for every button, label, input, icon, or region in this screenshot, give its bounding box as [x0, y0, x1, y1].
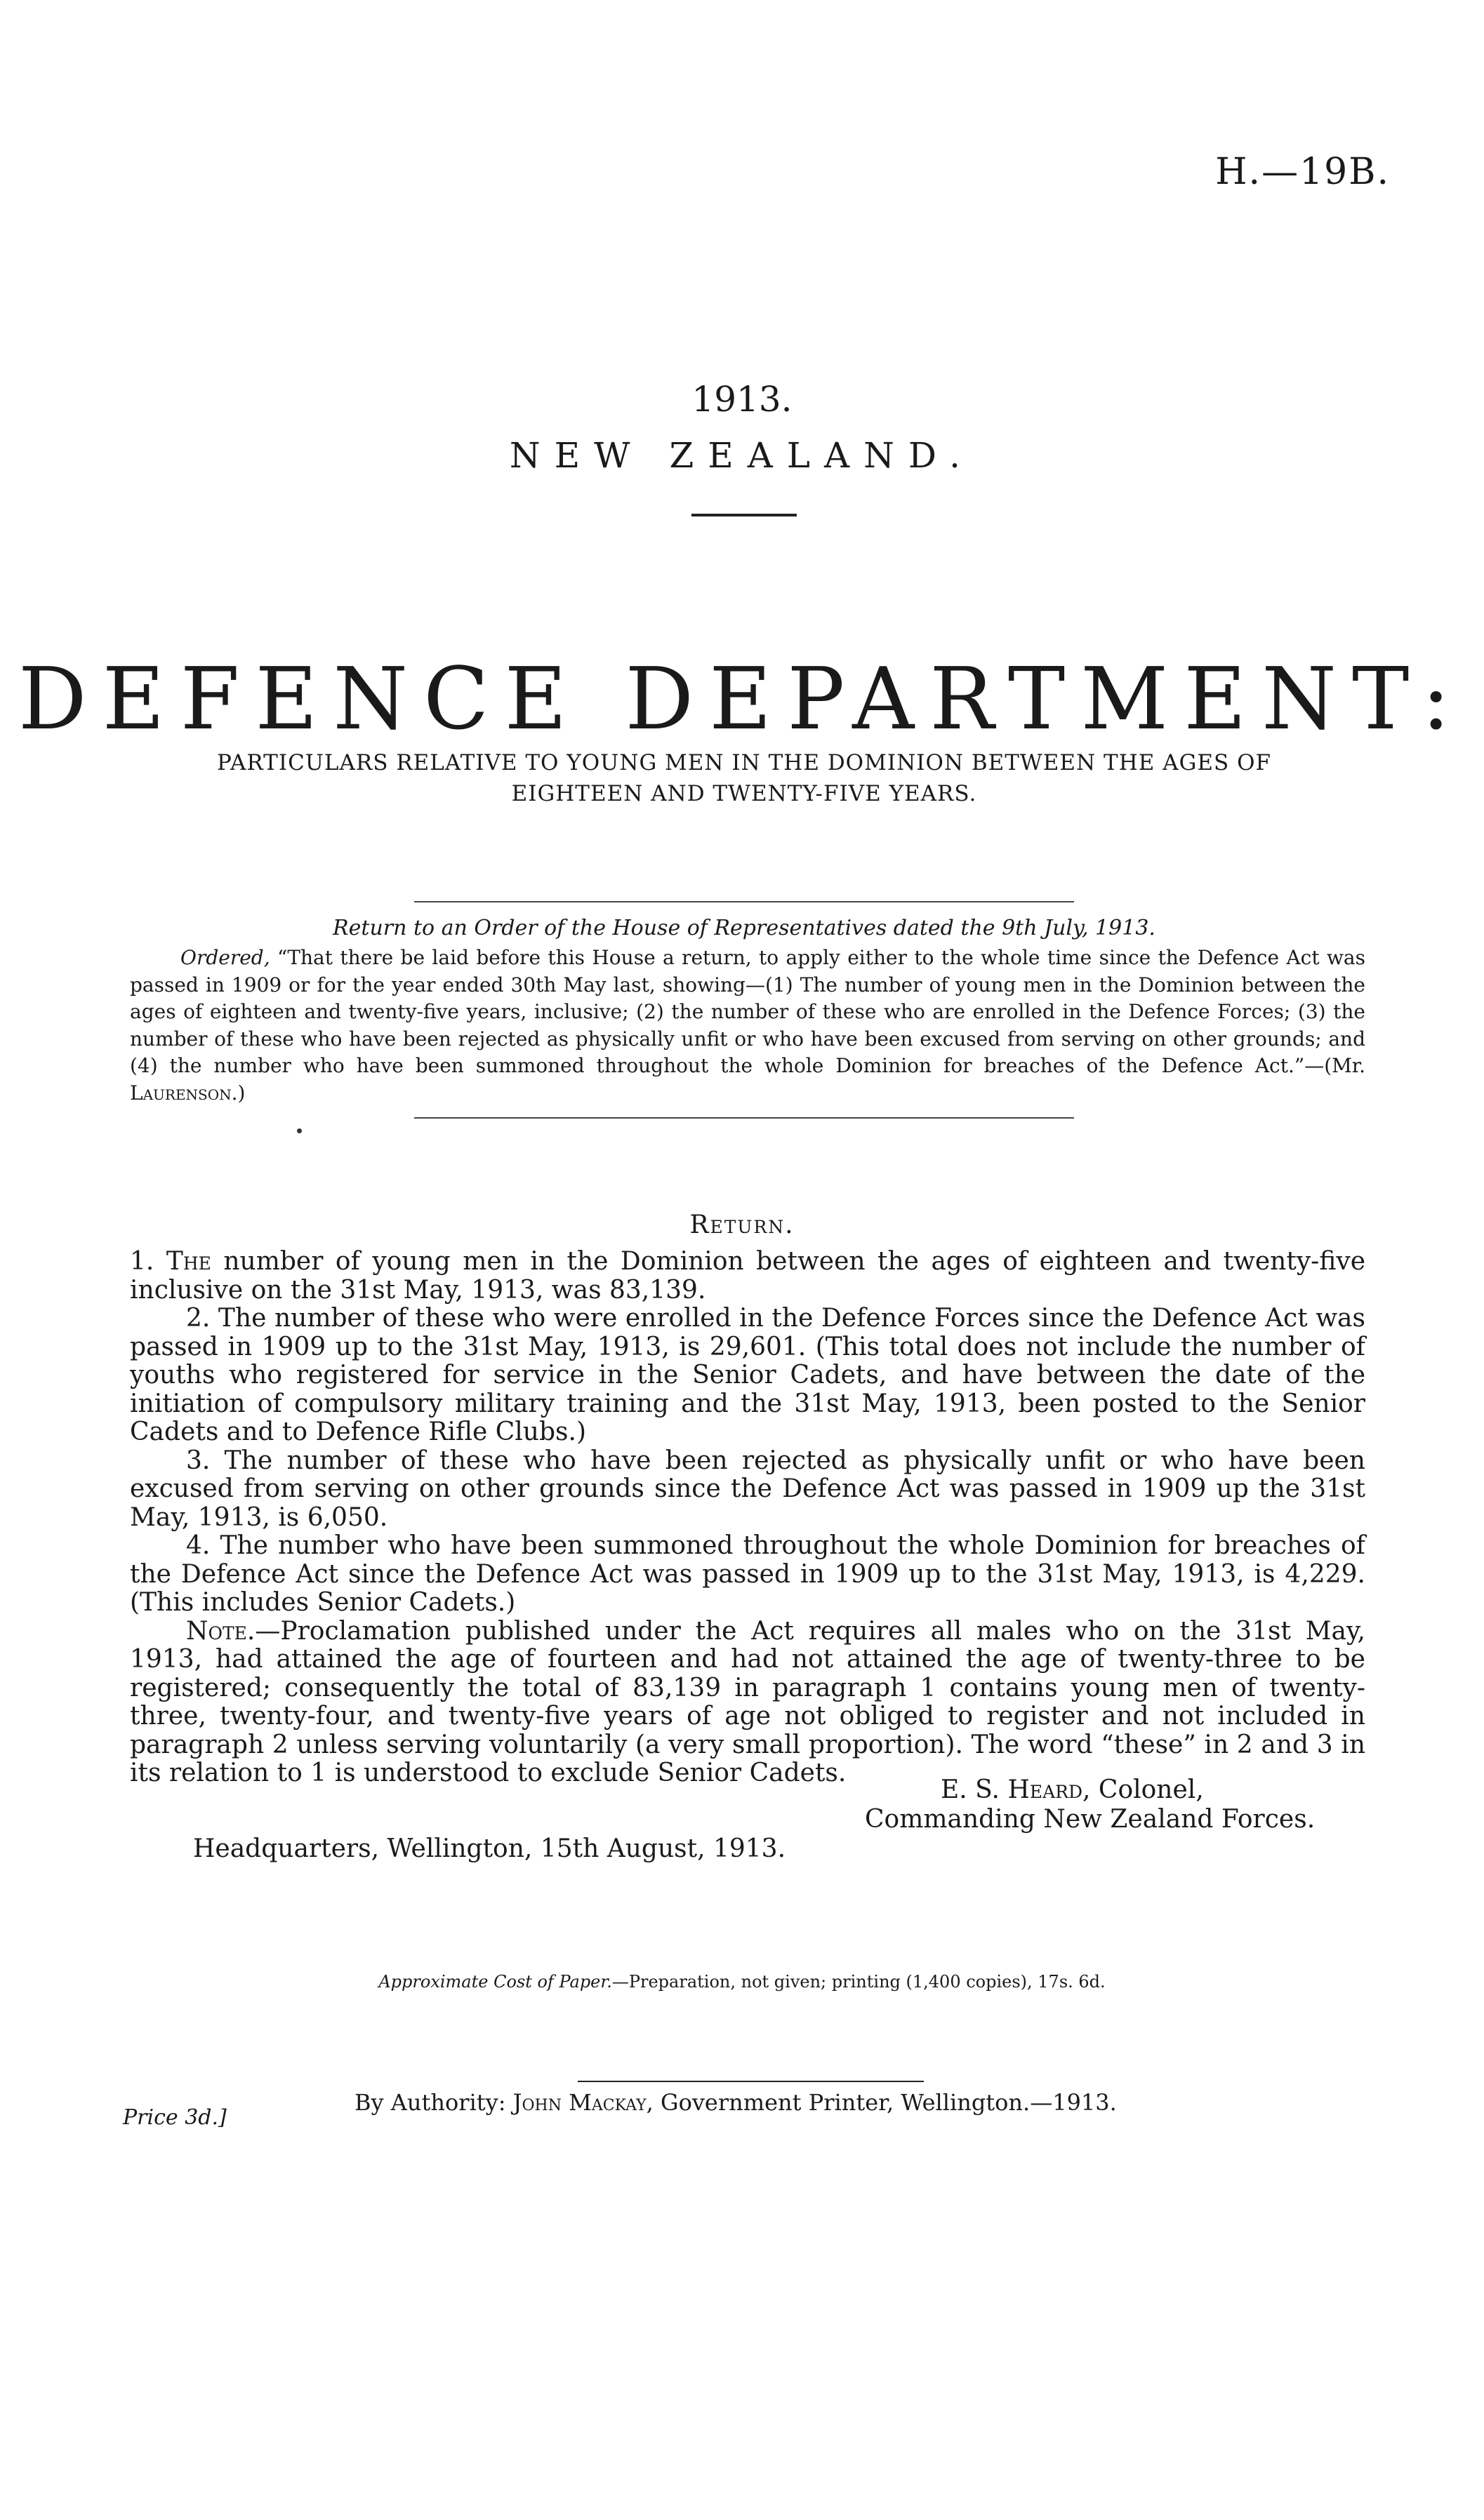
paper-code: H.—19B.: [1215, 151, 1390, 193]
country-heading: NEW ZEALAND.: [509, 435, 975, 476]
order-member: Laurenson: [130, 1081, 232, 1105]
return-paragraph-4: 4. The number who have been summoned throughout the whole Dominion for breaches of the Defence Act since the Defence Act was passed in 1909 up to the 31st May, 1913, is 4,229. (This includes Senior Cadets.): [130, 1531, 1365, 1617]
order-body: “That there be laid before this House a return, to apply either to the whole time since the Defence Act was passed in 1909 or for the year ended 30th May last, showing—(1) The number of young men in the Dominion between the ages of eighteen and twenty-five years, inclusive; (2) the number of these who are enrolled in the Defence Forces; (3) the number of these who have been rejected as physically unfit or who have been excused from serving on other grounds; and (4) the number who have been summoned throughout the whole Dominion for breaches of the Defence Act.”—(Mr.: [130, 946, 1365, 1077]
return-heading: Return.: [689, 1211, 795, 1239]
order-heading: Return to an Order of the House of Representatives dated the 9th July, 1913.: [333, 916, 1155, 940]
order-top-rule: [414, 901, 1074, 902]
cost-of-paper: Approximate Cost of Paper.—Preparation, not given; printing (1,400 copies), 17s. 6d.: [378, 1972, 1106, 1992]
order-lead: Ordered,: [180, 946, 270, 969]
place-date: Headquarters, Wellington, 15th August, 1913.: [193, 1834, 786, 1863]
return-paragraph-3: 3. The number of these who have been rejected as physically unfit or who have been excused from serving on other grounds since the Defence Act was passed in 1909 up the 31st May, 1913, is 6,050.: [130, 1446, 1365, 1532]
year-heading: 1913.: [691, 379, 793, 420]
return-body: [130, 1248, 1365, 1788]
return-paragraph-1: 1. The number of young men in the Dominion between the ages of eighteen and twenty-five inclusive on the 31st May, 1913, was 83,139.: [130, 1247, 1365, 1305]
order-bottom-rule: [414, 1117, 1074, 1119]
return-paragraph-2: 2. The number of these who were enrolled in the Defence Forces since the Defence Act was passed in 1909 up to the 31st May, 1913, is 29,601. (This total does not include the number of youths who registered for service in the Senior Cadets, and have between the date of the initiation of compulsory military training and the 31st May, 1913, been posted to the Senior Cadets and to Defence Rifle Clubs.): [130, 1304, 1365, 1446]
signatory-name: E. S. Heard, Colonel,: [941, 1775, 1204, 1804]
authority-rule: [578, 2081, 924, 2082]
printer-authority: By Authority: John Mackay, Government Printer, Wellington.—1913.: [355, 2089, 1117, 2116]
price-label: Price 3d.]: [123, 2105, 227, 2130]
return-note: Note.—Proclamation published under the Act requires all males who on the 31st May, 1913, had attained the age of fourteen and had not attained the age of twenty-three to be registered; consequently the total of 83,139 in paragraph 1 contains young men of twenty-three, twenty-four, and twenty-five years of age not obliged to register and not included in paragraph 2 unless serving voluntarily (a very small proportion). The word “these” in 2 and 3 in its relation to 1 is understood to exclude Senior Cadets.: [130, 1616, 1365, 1787]
order-closing: .): [231, 1081, 246, 1105]
department-title: DEFENCE DEPARTMENT:: [18, 649, 1466, 749]
signatory-position: Commanding New Zealand Forces.: [865, 1805, 1316, 1834]
document-subtitle: PARTICULARS RELATIVE TO YOUNG MEN IN THE DOMINION BETWEEN THE AGES OF EIGHTEEN AND TWENTY-FIVE YEARS.: [216, 750, 1272, 806]
order-text: [130, 945, 1365, 1107]
title-divider: [691, 514, 797, 516]
stray-mark: [297, 1128, 302, 1133]
